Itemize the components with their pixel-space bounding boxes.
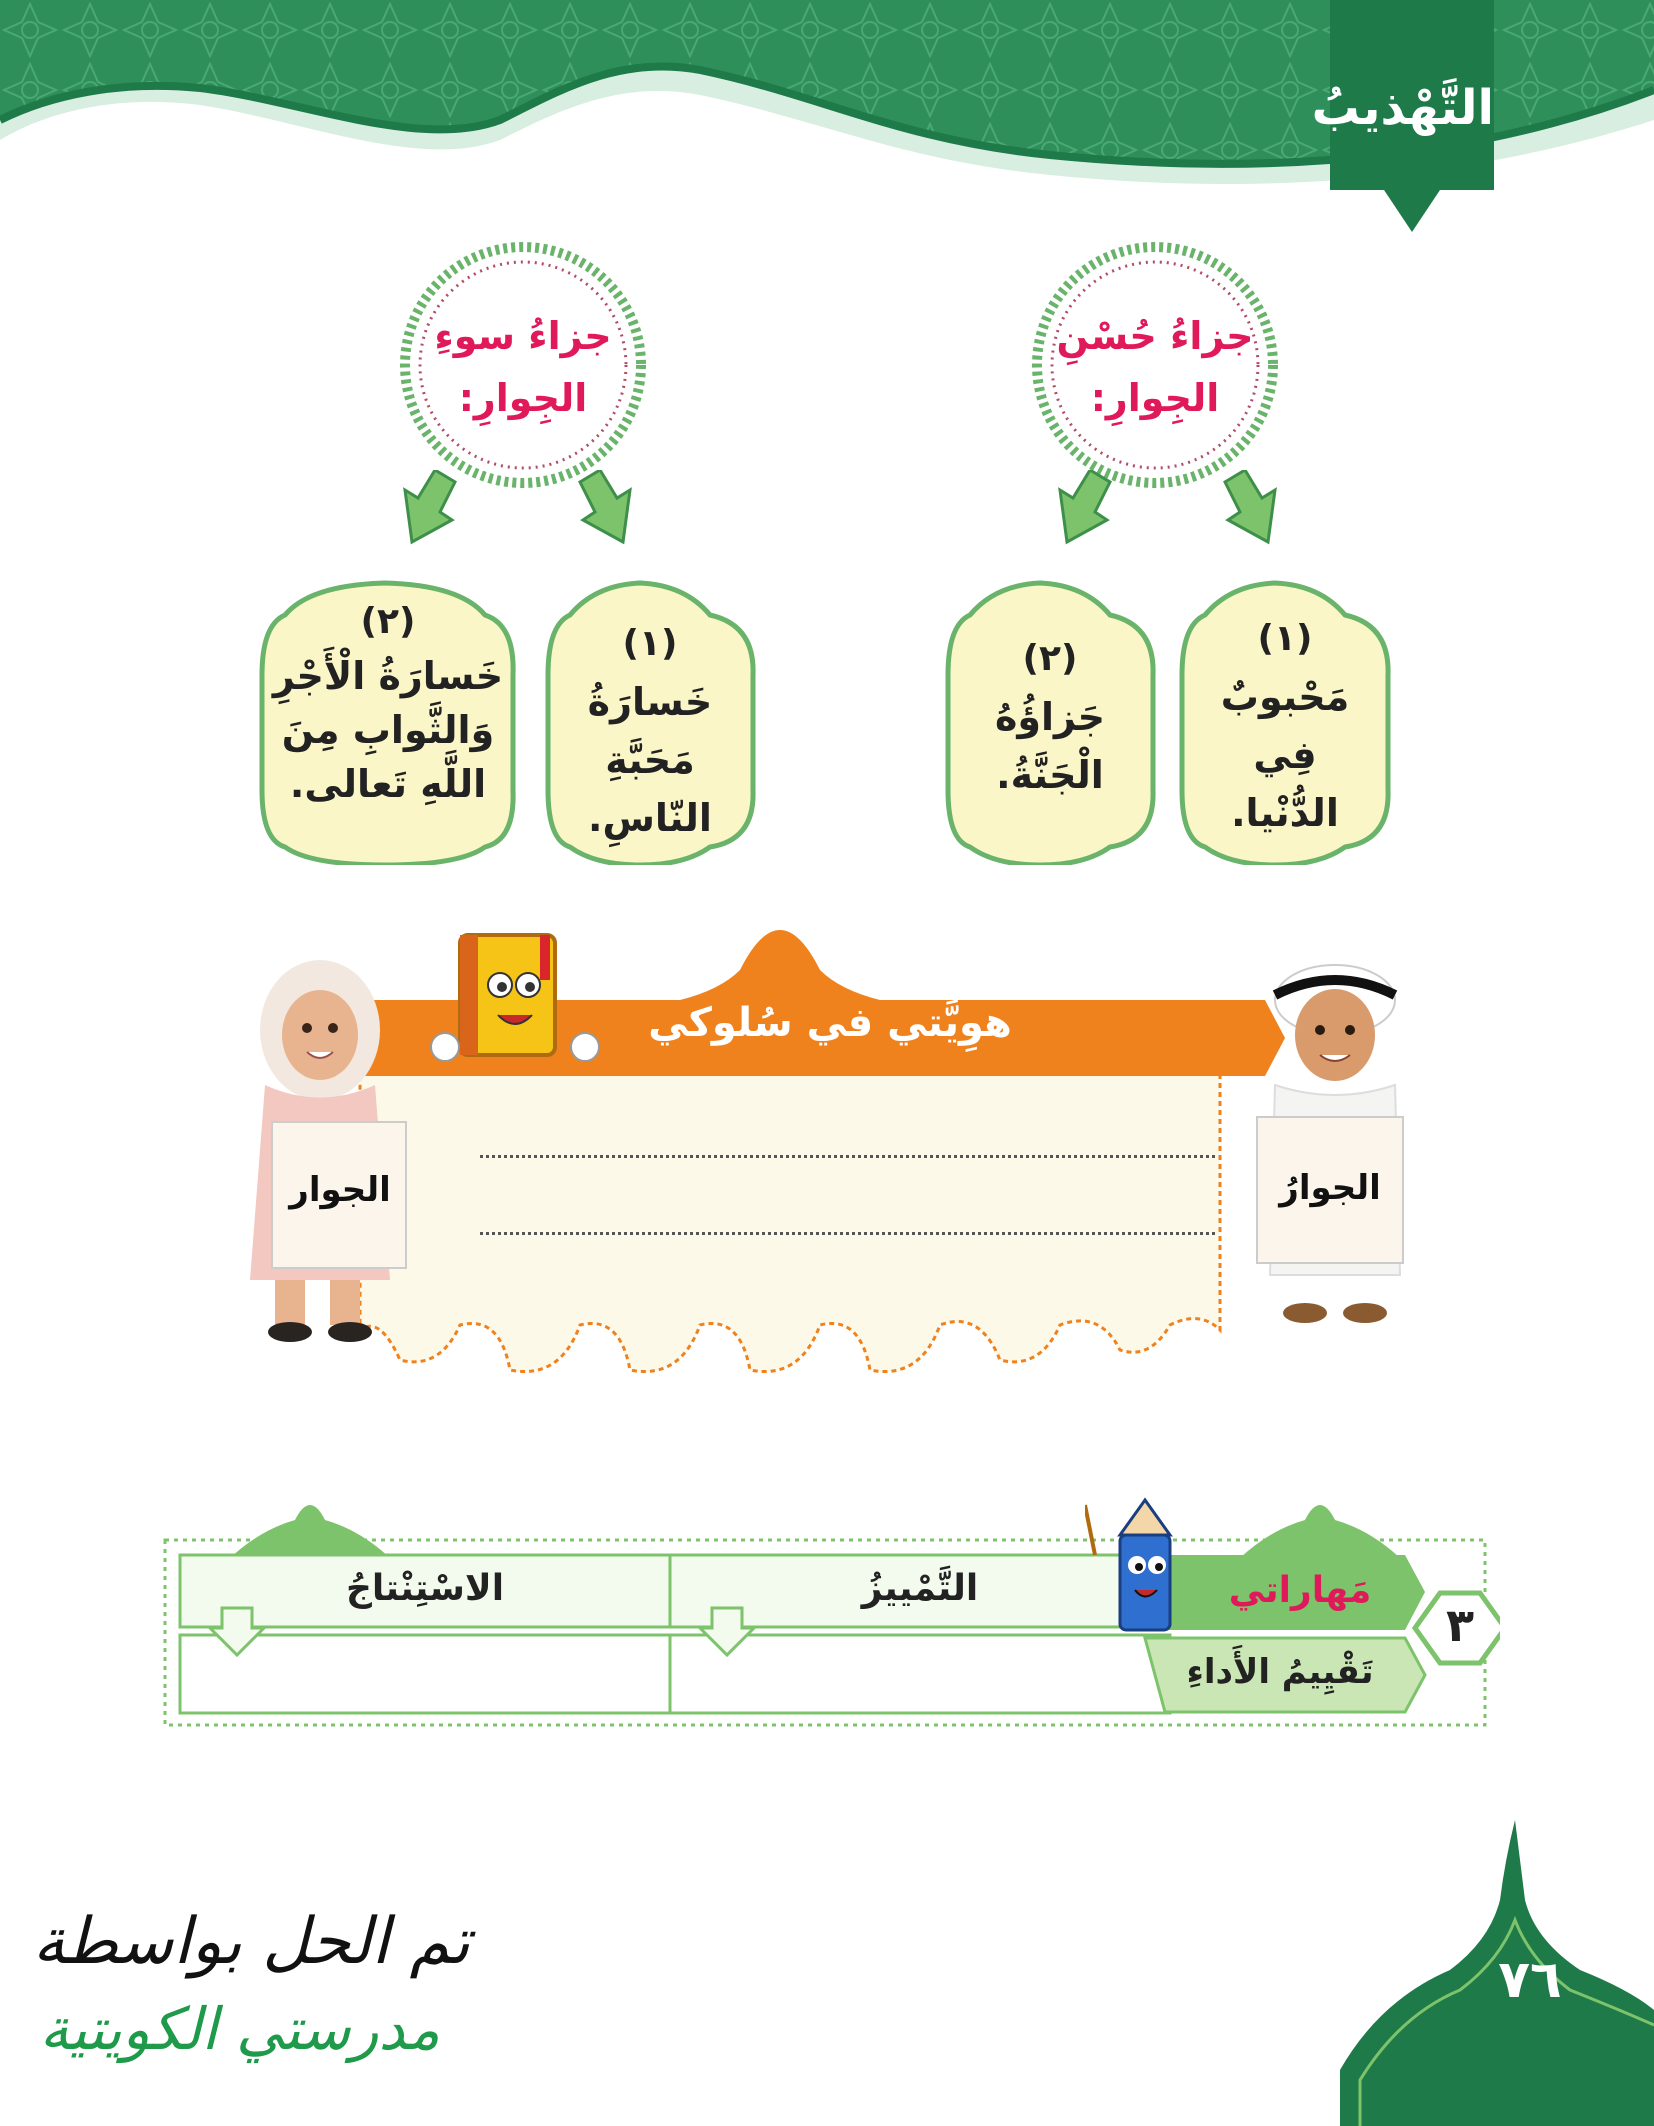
card-good-1-text: (١) مَحْبوبٌ فِي الدُّنْيا. (1220, 618, 1350, 835)
skills-sub-label: تَقْيِيمُ الأَداءِ (1186, 1652, 1374, 1692)
card-bad-2-text: (٢) خَسارَةُ الْأَجْرِ وَالثَّوابِ مِنَ اللَّهِ تَعالى. (272, 601, 504, 806)
sign-left-text: الجوار (289, 1170, 391, 1210)
card-bad-1-text: (١) خَسارَةُ مَحَبَّةِ النّاسِ. (587, 623, 713, 840)
down-arrows (0, 470, 1654, 560)
watermark-line-1: تم الحل بواسطة (32, 1905, 470, 1979)
card-good-2-text: (٢) جَزاؤُهُ الْجَنَّةُ. (994, 638, 1106, 797)
arrow-down-right-icon (1225, 470, 1275, 542)
pencil-mascot (1085, 1495, 1205, 1645)
column-header-distinguish: التَّمْييزُ (861, 1568, 979, 1609)
arrow-down-left-icon (1060, 470, 1110, 542)
page-number: ٧٦ (1498, 1950, 1562, 2010)
behavior-banner-title: هوِيَّتي في سُلوكي (648, 1000, 1012, 1046)
skills-panel (160, 1490, 1500, 1740)
book-mascot (430, 925, 600, 1075)
watermark-line-2: مدرستي الكويتية (39, 1995, 440, 2063)
skills-label: مَهاراتي (1228, 1570, 1372, 1611)
answer-line-1[interactable] (480, 1155, 1215, 1158)
sign-right-text: الجوارُ (1279, 1168, 1381, 1208)
reward-cards (0, 575, 1654, 865)
bad-reward-title: جزاءُ سوءِ الجِوارِ: (434, 314, 612, 420)
activity-number: ٣ (1445, 1598, 1475, 1652)
answer-line-2[interactable] (480, 1232, 1215, 1235)
section-title-tab (1311, 0, 1494, 230)
good-reward-title: جزاءُ حُسْنِ الجِوارِ: (1056, 314, 1254, 420)
section-title: التَّهْذيبُ (1311, 80, 1494, 136)
arrow-down-left-icon (405, 470, 455, 542)
arrow-down-right-icon (580, 470, 630, 542)
column-header-conclude: الاسْتِنْتاجُ (345, 1568, 505, 1609)
